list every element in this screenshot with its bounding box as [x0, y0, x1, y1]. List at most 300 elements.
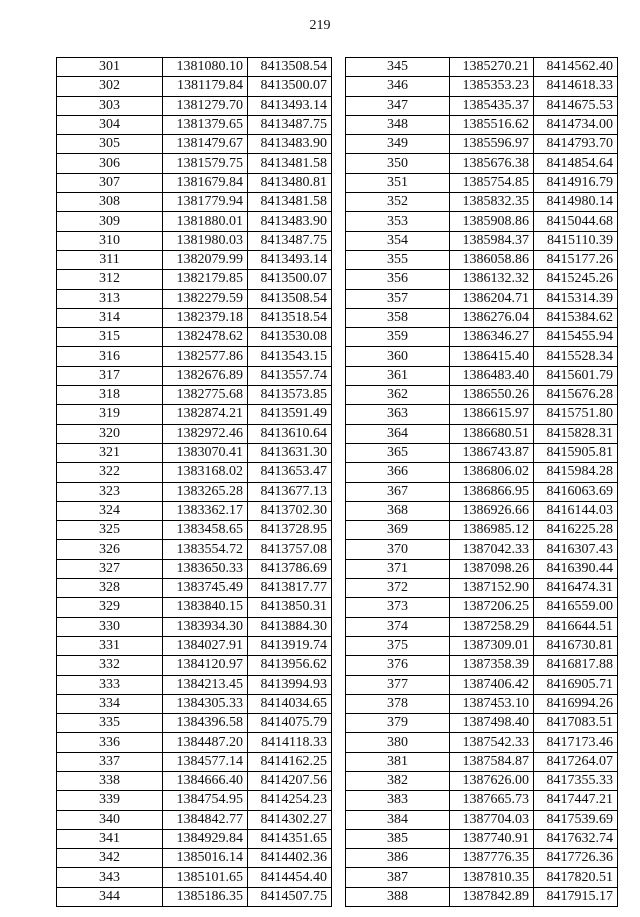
- point-number: 331: [57, 636, 163, 655]
- coordinate-y: 8413850.31: [248, 598, 332, 617]
- point-number: 370: [346, 540, 450, 559]
- table-row: [57, 521, 332, 540]
- table-row: [346, 154, 618, 173]
- coordinate-y: 8417820.51: [534, 868, 618, 887]
- coordinate-x: 1381080.10: [163, 58, 248, 77]
- coordinate-y: 8415905.81: [534, 443, 618, 462]
- coordinate-y: 8414980.14: [534, 193, 618, 212]
- point-number: 365: [346, 443, 450, 462]
- coordinate-y: 8413483.90: [248, 135, 332, 154]
- coordinate-y: 8415110.39: [534, 231, 618, 250]
- page-number: 219: [309, 18, 331, 33]
- point-number: 328: [57, 579, 163, 598]
- table-row: [57, 501, 332, 520]
- coordinate-x: 1383070.41: [163, 443, 248, 462]
- coordinate-x: 1386615.97: [450, 405, 534, 424]
- point-number: 371: [346, 559, 450, 578]
- point-number: 301: [57, 58, 163, 77]
- table-row: [346, 579, 618, 598]
- coordinate-y: 8413610.64: [248, 424, 332, 443]
- coordinate-x: 1387584.87: [450, 752, 534, 771]
- point-number: 379: [346, 714, 450, 733]
- coordinate-x: 1381779.94: [163, 193, 248, 212]
- point-number: 352: [346, 193, 450, 212]
- table-row: [57, 58, 332, 77]
- table-row: [57, 540, 332, 559]
- point-number: 305: [57, 135, 163, 154]
- table-row: [346, 540, 618, 559]
- coordinate-y: 8413557.74: [248, 366, 332, 385]
- table-row: [57, 849, 332, 868]
- coordinate-y: 8416225.28: [534, 521, 618, 540]
- coordinate-y: 8415245.26: [534, 270, 618, 289]
- coordinate-x: 1385908.86: [450, 212, 534, 231]
- point-number: 334: [57, 694, 163, 713]
- point-number: 309: [57, 212, 163, 231]
- table-row: [346, 443, 618, 462]
- coordinate-y: 8413500.07: [248, 77, 332, 96]
- point-number: 325: [57, 521, 163, 540]
- coordinate-y: 8414854.64: [534, 154, 618, 173]
- coordinate-x: 1387842.89: [450, 887, 534, 906]
- coordinate-x: 1385516.62: [450, 115, 534, 134]
- table-row: [57, 579, 332, 598]
- coordinate-y: 8417083.51: [534, 714, 618, 733]
- coordinate-y: 8416817.88: [534, 656, 618, 675]
- point-number: 368: [346, 501, 450, 520]
- table-row: [57, 289, 332, 308]
- coordinate-y: 8413702.30: [248, 501, 332, 520]
- coordinate-y: 8414507.75: [248, 887, 332, 906]
- coordinate-x: 1387810.35: [450, 868, 534, 887]
- coordinate-y: 8413591.49: [248, 405, 332, 424]
- coordinate-y: 8413508.54: [248, 58, 332, 77]
- point-number: 378: [346, 694, 450, 713]
- coordinate-y: 8413483.90: [248, 212, 332, 231]
- table-row: [346, 386, 618, 405]
- coordinate-y: 8417173.46: [534, 733, 618, 752]
- table-row: [57, 482, 332, 501]
- coordinate-x: 1384305.33: [163, 694, 248, 713]
- coordinate-y: 8415528.34: [534, 347, 618, 366]
- table-row: [346, 347, 618, 366]
- coordinate-y: 8414075.79: [248, 714, 332, 733]
- point-number: 314: [57, 308, 163, 327]
- table-row: [57, 443, 332, 462]
- coordinate-y: 8413500.07: [248, 270, 332, 289]
- table-row: [346, 714, 618, 733]
- point-number: 362: [346, 386, 450, 405]
- table-row: [57, 694, 332, 713]
- table-row: [57, 154, 332, 173]
- coordinate-x: 1387776.35: [450, 849, 534, 868]
- coordinate-x: 1384487.20: [163, 733, 248, 752]
- table-row: [346, 289, 618, 308]
- table-row: [57, 733, 332, 752]
- coordinate-x: 1386866.95: [450, 482, 534, 501]
- coordinate-y: 8416144.03: [534, 501, 618, 520]
- coordinate-x: 1381880.01: [163, 212, 248, 231]
- coordinate-x: 1386204.71: [450, 289, 534, 308]
- coordinate-x: 1382676.89: [163, 366, 248, 385]
- point-number: 304: [57, 115, 163, 134]
- coordinate-x: 1387098.26: [450, 559, 534, 578]
- coordinate-x: 1384120.97: [163, 656, 248, 675]
- coordinate-y: 8413884.30: [248, 617, 332, 636]
- coordinate-x: 1382972.46: [163, 424, 248, 443]
- table-row: [57, 308, 332, 327]
- coordinate-x: 1384929.84: [163, 829, 248, 848]
- point-number: 344: [57, 887, 163, 906]
- coordinate-x: 1386276.04: [450, 308, 534, 327]
- point-number: 323: [57, 482, 163, 501]
- coordinate-y: 8413481.58: [248, 193, 332, 212]
- coordinate-y: 8413677.13: [248, 482, 332, 501]
- coordinate-x: 1383745.49: [163, 579, 248, 598]
- point-number: 345: [346, 58, 450, 77]
- coordinate-x: 1385016.14: [163, 849, 248, 868]
- coordinate-x: 1381980.03: [163, 231, 248, 250]
- coordinate-y: 8413508.54: [248, 289, 332, 308]
- point-number: 376: [346, 656, 450, 675]
- point-number: 381: [346, 752, 450, 771]
- table-row: [57, 887, 332, 906]
- coordinate-x: 1386550.26: [450, 386, 534, 405]
- point-number: 349: [346, 135, 450, 154]
- table-row: [346, 559, 618, 578]
- table-row: [57, 675, 332, 694]
- point-number: 382: [346, 771, 450, 790]
- coordinate-x: 1381279.70: [163, 96, 248, 115]
- coordinate-x: 1383362.17: [163, 501, 248, 520]
- point-number: 369: [346, 521, 450, 540]
- point-number: 346: [346, 77, 450, 96]
- coordinate-x: 1382577.86: [163, 347, 248, 366]
- table-row: [346, 617, 618, 636]
- coordinate-x: 1386985.12: [450, 521, 534, 540]
- coordinate-y: 8415601.79: [534, 366, 618, 385]
- point-number: 332: [57, 656, 163, 675]
- coordinate-y: 8416644.51: [534, 617, 618, 636]
- coordinate-y: 8413994.93: [248, 675, 332, 694]
- table-row: [57, 347, 332, 366]
- table-row: [57, 250, 332, 269]
- table-row: [346, 482, 618, 501]
- coordinate-x: 1383840.15: [163, 598, 248, 617]
- coordinate-y: 8413481.58: [248, 154, 332, 173]
- table-row: [346, 212, 618, 231]
- table-row: [57, 791, 332, 810]
- point-number: 374: [346, 617, 450, 636]
- point-number: 363: [346, 405, 450, 424]
- table-row: [57, 598, 332, 617]
- point-number: 326: [57, 540, 163, 559]
- point-number: 330: [57, 617, 163, 636]
- coordinate-x: 1384577.14: [163, 752, 248, 771]
- table-row: [346, 58, 618, 77]
- coordinate-x: 1387206.25: [450, 598, 534, 617]
- point-number: 316: [57, 347, 163, 366]
- point-number: 377: [346, 675, 450, 694]
- point-number: 354: [346, 231, 450, 250]
- coordinate-x: 1386806.02: [450, 463, 534, 482]
- coordinate-y: 8414562.40: [534, 58, 618, 77]
- table-row: [57, 77, 332, 96]
- coordinate-y: 8415984.28: [534, 463, 618, 482]
- coordinate-x: 1386926.66: [450, 501, 534, 520]
- point-number: 353: [346, 212, 450, 231]
- coordinate-y: 8417915.17: [534, 887, 618, 906]
- point-number: 322: [57, 463, 163, 482]
- table-row: [57, 463, 332, 482]
- coordinate-y: 8417447.21: [534, 791, 618, 810]
- coordinate-y: 8417539.69: [534, 810, 618, 829]
- coordinate-y: 8414793.70: [534, 135, 618, 154]
- point-number: 329: [57, 598, 163, 617]
- coordinate-y: 8414118.33: [248, 733, 332, 752]
- table-row: [57, 96, 332, 115]
- table-row: [346, 849, 618, 868]
- coordinate-x: 1387042.33: [450, 540, 534, 559]
- table-row: [346, 424, 618, 443]
- point-number: 388: [346, 887, 450, 906]
- table-row: [346, 501, 618, 520]
- point-number: 303: [57, 96, 163, 115]
- coordinate-x: 1381379.65: [163, 115, 248, 134]
- coordinate-y: 8416994.26: [534, 694, 618, 713]
- point-number: 342: [57, 849, 163, 868]
- coordinate-x: 1381679.84: [163, 173, 248, 192]
- table-row: [346, 308, 618, 327]
- point-number: 387: [346, 868, 450, 887]
- table-row: [57, 752, 332, 771]
- coordinate-y: 8416730.81: [534, 636, 618, 655]
- point-number: 351: [346, 173, 450, 192]
- coordinate-x: 1384027.91: [163, 636, 248, 655]
- table-row: [346, 463, 618, 482]
- coordinate-y: 8414207.56: [248, 771, 332, 790]
- table-row: [346, 231, 618, 250]
- coordinate-x: 1386346.27: [450, 328, 534, 347]
- coordinate-y: 8416905.71: [534, 675, 618, 694]
- point-number: 307: [57, 173, 163, 192]
- coordinate-x: 1385676.38: [450, 154, 534, 173]
- coordinate-x: 1382478.62: [163, 328, 248, 347]
- coordinate-y: 8413956.62: [248, 656, 332, 675]
- table-row: [57, 559, 332, 578]
- coordinate-y: 8413493.14: [248, 250, 332, 269]
- coordinate-y: 8417726.36: [534, 849, 618, 868]
- coordinate-y: 8415676.28: [534, 386, 618, 405]
- coordinate-y: 8414675.53: [534, 96, 618, 115]
- coordinate-y: 8416307.43: [534, 540, 618, 559]
- coordinate-y: 8414734.00: [534, 115, 618, 134]
- coordinate-x: 1387498.40: [450, 714, 534, 733]
- coordinate-y: 8413487.75: [248, 231, 332, 250]
- coordinate-x: 1383934.30: [163, 617, 248, 636]
- table-row: [57, 829, 332, 848]
- point-number: 380: [346, 733, 450, 752]
- coordinate-x: 1382874.21: [163, 405, 248, 424]
- coordinate-x: 1387542.33: [450, 733, 534, 752]
- coordinate-y: 8413786.69: [248, 559, 332, 578]
- coordinate-x: 1385754.85: [450, 173, 534, 192]
- table-row: [57, 212, 332, 231]
- table-row: [57, 636, 332, 655]
- coordinate-y: 8413817.77: [248, 579, 332, 598]
- coordinate-y: 8417264.07: [534, 752, 618, 771]
- coordinates-table-right: [345, 57, 618, 907]
- point-number: 383: [346, 791, 450, 810]
- point-number: 302: [57, 77, 163, 96]
- coordinate-x: 1385353.23: [450, 77, 534, 96]
- coordinate-y: 8413631.30: [248, 443, 332, 462]
- coordinate-y: 8414402.36: [248, 849, 332, 868]
- table-row: [346, 868, 618, 887]
- coordinate-x: 1383458.65: [163, 521, 248, 540]
- coordinate-x: 1381179.84: [163, 77, 248, 96]
- table-row: [346, 270, 618, 289]
- coordinate-x: 1384842.77: [163, 810, 248, 829]
- point-number: 357: [346, 289, 450, 308]
- coordinate-x: 1386743.87: [450, 443, 534, 462]
- point-number: 366: [346, 463, 450, 482]
- table-row: [57, 193, 332, 212]
- table-row: [346, 694, 618, 713]
- coordinate-y: 8417355.33: [534, 771, 618, 790]
- point-number: 340: [57, 810, 163, 829]
- coordinate-x: 1385435.37: [450, 96, 534, 115]
- table-row: [346, 810, 618, 829]
- coordinate-x: 1385832.35: [450, 193, 534, 212]
- point-number: 324: [57, 501, 163, 520]
- coordinate-y: 8414302.27: [248, 810, 332, 829]
- coordinate-x: 1381579.75: [163, 154, 248, 173]
- coordinate-x: 1387453.10: [450, 694, 534, 713]
- point-number: 343: [57, 868, 163, 887]
- coordinate-x: 1387626.00: [450, 771, 534, 790]
- table-row: [57, 386, 332, 405]
- table-row: [346, 173, 618, 192]
- coordinate-y: 8414351.65: [248, 829, 332, 848]
- table-row: [346, 636, 618, 655]
- table-row: [346, 96, 618, 115]
- coordinate-y: 8413493.14: [248, 96, 332, 115]
- table-row: [57, 173, 332, 192]
- coordinate-y: 8413573.85: [248, 386, 332, 405]
- table-row: [346, 887, 618, 906]
- coordinate-x: 1386483.40: [450, 366, 534, 385]
- coordinate-x: 1385101.65: [163, 868, 248, 887]
- coordinate-y: 8415455.94: [534, 328, 618, 347]
- table-row: [346, 521, 618, 540]
- table-row: [57, 810, 332, 829]
- table-row: [57, 424, 332, 443]
- coordinate-x: 1383650.33: [163, 559, 248, 578]
- coordinate-x: 1382179.85: [163, 270, 248, 289]
- coordinate-x: 1385984.37: [450, 231, 534, 250]
- coordinate-x: 1384396.58: [163, 714, 248, 733]
- point-number: 385: [346, 829, 450, 848]
- table-row: [57, 656, 332, 675]
- coordinate-y: 8415384.62: [534, 308, 618, 327]
- table-row: [57, 771, 332, 790]
- point-number: 315: [57, 328, 163, 347]
- coordinate-y: 8415314.39: [534, 289, 618, 308]
- coordinate-x: 1387258.29: [450, 617, 534, 636]
- coordinate-y: 8413518.54: [248, 308, 332, 327]
- coordinate-y: 8413543.15: [248, 347, 332, 366]
- table-row: [346, 250, 618, 269]
- coordinate-x: 1382775.68: [163, 386, 248, 405]
- coordinate-y: 8416559.00: [534, 598, 618, 617]
- table-row: [346, 598, 618, 617]
- point-number: 320: [57, 424, 163, 443]
- coordinate-x: 1387704.03: [450, 810, 534, 829]
- coordinate-y: 8413487.75: [248, 115, 332, 134]
- coordinate-y: 8414454.40: [248, 868, 332, 887]
- point-number: 308: [57, 193, 163, 212]
- coordinate-x: 1384666.40: [163, 771, 248, 790]
- point-number: 339: [57, 791, 163, 810]
- point-number: 360: [346, 347, 450, 366]
- table-row: [346, 135, 618, 154]
- coordinate-x: 1382279.59: [163, 289, 248, 308]
- coordinate-y: 8413757.08: [248, 540, 332, 559]
- point-number: 350: [346, 154, 450, 173]
- point-number: 335: [57, 714, 163, 733]
- table-row: [57, 231, 332, 250]
- table-row: [57, 115, 332, 134]
- point-number: 375: [346, 636, 450, 655]
- coordinate-x: 1387406.42: [450, 675, 534, 694]
- point-number: 356: [346, 270, 450, 289]
- coordinates-table-left: [56, 57, 332, 907]
- table-row: [346, 829, 618, 848]
- point-number: 321: [57, 443, 163, 462]
- point-number: 306: [57, 154, 163, 173]
- point-number: 337: [57, 752, 163, 771]
- coordinate-x: 1386680.51: [450, 424, 534, 443]
- coordinate-x: 1385270.21: [450, 58, 534, 77]
- coordinate-y: 8416063.69: [534, 482, 618, 501]
- coordinate-x: 1387740.91: [450, 829, 534, 848]
- coordinate-y: 8415044.68: [534, 212, 618, 231]
- point-number: 312: [57, 270, 163, 289]
- table-row: [346, 328, 618, 347]
- coordinate-x: 1386415.40: [450, 347, 534, 366]
- table-row: [57, 868, 332, 887]
- table-row: [346, 115, 618, 134]
- table-row: [57, 270, 332, 289]
- point-number: 386: [346, 849, 450, 868]
- coordinate-y: 8413653.47: [248, 463, 332, 482]
- point-number: 338: [57, 771, 163, 790]
- coordinate-y: 8414162.25: [248, 752, 332, 771]
- point-number: 333: [57, 675, 163, 694]
- point-number: 347: [346, 96, 450, 115]
- coordinate-x: 1383554.72: [163, 540, 248, 559]
- table-row: [57, 366, 332, 385]
- table-row: [346, 405, 618, 424]
- coordinate-y: 8414034.65: [248, 694, 332, 713]
- coordinate-x: 1385186.35: [163, 887, 248, 906]
- coordinate-y: 8416390.44: [534, 559, 618, 578]
- point-number: 358: [346, 308, 450, 327]
- table-row: [346, 791, 618, 810]
- table-row: [346, 656, 618, 675]
- coordinate-y: 8413919.74: [248, 636, 332, 655]
